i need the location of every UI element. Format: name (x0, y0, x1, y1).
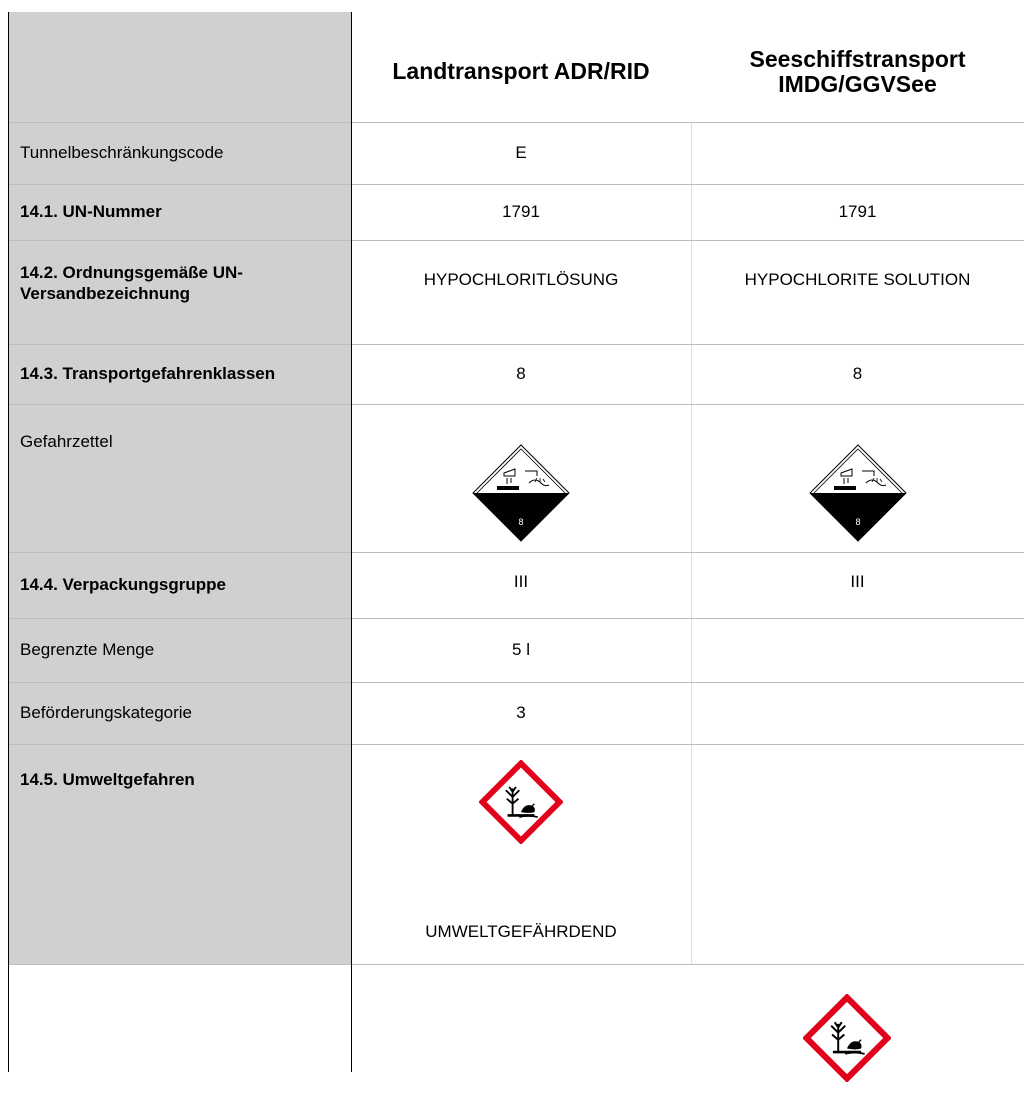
row-label-transport-category: Beförderungskategorie (8, 682, 351, 744)
column-header-sea: Seeschiffstransport IMDG/GGVSee (749, 45, 966, 97)
hazard-label-sea-cell (691, 404, 1024, 552)
class-digit-land: 8 (518, 517, 524, 527)
row-label-packing-group: 14.4. Verpackungsgruppe (8, 552, 351, 618)
row-label-environment: 14.5. Umweltgefahren (8, 744, 351, 964)
packing-group-sea-value: III (850, 572, 865, 591)
row-label-limited-qty: Begrenzte Menge (8, 618, 351, 682)
last-row-land-cell (351, 964, 691, 1072)
row-label-tunnel: Tunnelbeschränkungscode (8, 122, 351, 184)
tunnel-sea-value (691, 122, 1024, 184)
transport-category-sea-value (691, 682, 1024, 744)
row-divider (8, 682, 1024, 683)
row-divider (8, 404, 1024, 405)
limited-qty-land-value: 5 l (512, 640, 530, 659)
shipping-name-land-value: HYPOCHLORITLÖSUNG (423, 270, 619, 289)
hazard-class-sea-value: 8 (852, 364, 863, 383)
header-empty-cell (8, 12, 351, 122)
shipping-name-label-text: 14.2. Ordnungsgemäße UN-Versandbezeichnung (20, 263, 243, 304)
row-label-shipping-name (8, 240, 351, 344)
packing-group-land-value: III (513, 572, 529, 591)
transport-table (8, 12, 1024, 1072)
row-divider (8, 122, 1024, 123)
environment-land-text: UMWELTGEFÄHRDEND (425, 922, 617, 941)
limited-qty-sea-value (691, 618, 1024, 682)
table-column-border (351, 12, 352, 1072)
row-divider (8, 344, 1024, 345)
corrosive-class-8-diamond-icon (471, 443, 571, 543)
row-divider (8, 964, 1024, 965)
row-divider (8, 618, 1024, 619)
hazard-label-land-cell (351, 404, 691, 552)
environmental-hazard-icon (479, 760, 563, 844)
row-divider (8, 240, 1024, 241)
row-divider (8, 184, 1024, 185)
row-divider (8, 744, 1024, 745)
un-number-sea-value: 1791 (838, 202, 877, 221)
environment-land-cell (351, 744, 691, 964)
column-header-land: Landtransport ADR/RID (392, 58, 650, 85)
corrosive-class-8-diamond-icon (808, 443, 908, 543)
environment-sea-cell (691, 744, 1024, 964)
hazard-class-land-value: 8 (516, 364, 526, 383)
un-number-land-value: 1791 (502, 202, 540, 221)
row-label-un-number: 14.1. UN-Nummer (8, 184, 351, 240)
row-divider (8, 552, 1024, 553)
row-label-hazard-class: 14.3. Transportgefahrenklassen (8, 344, 351, 404)
grid-line (691, 122, 692, 964)
last-row-label-cell (8, 964, 351, 1072)
marine-pollutant-icon (803, 994, 891, 1082)
last-row-sea-cell (691, 964, 1024, 1072)
class-digit-sea: 8 (854, 517, 861, 527)
tunnel-land-value: E (515, 143, 527, 162)
shipping-name-sea-value: HYPOCHLORITE SOLUTION (744, 270, 971, 289)
row-label-hazard-label: Gefahrzettel (8, 404, 351, 552)
table-left-border (8, 12, 9, 1072)
transport-category-land-value: 3 (516, 703, 526, 722)
